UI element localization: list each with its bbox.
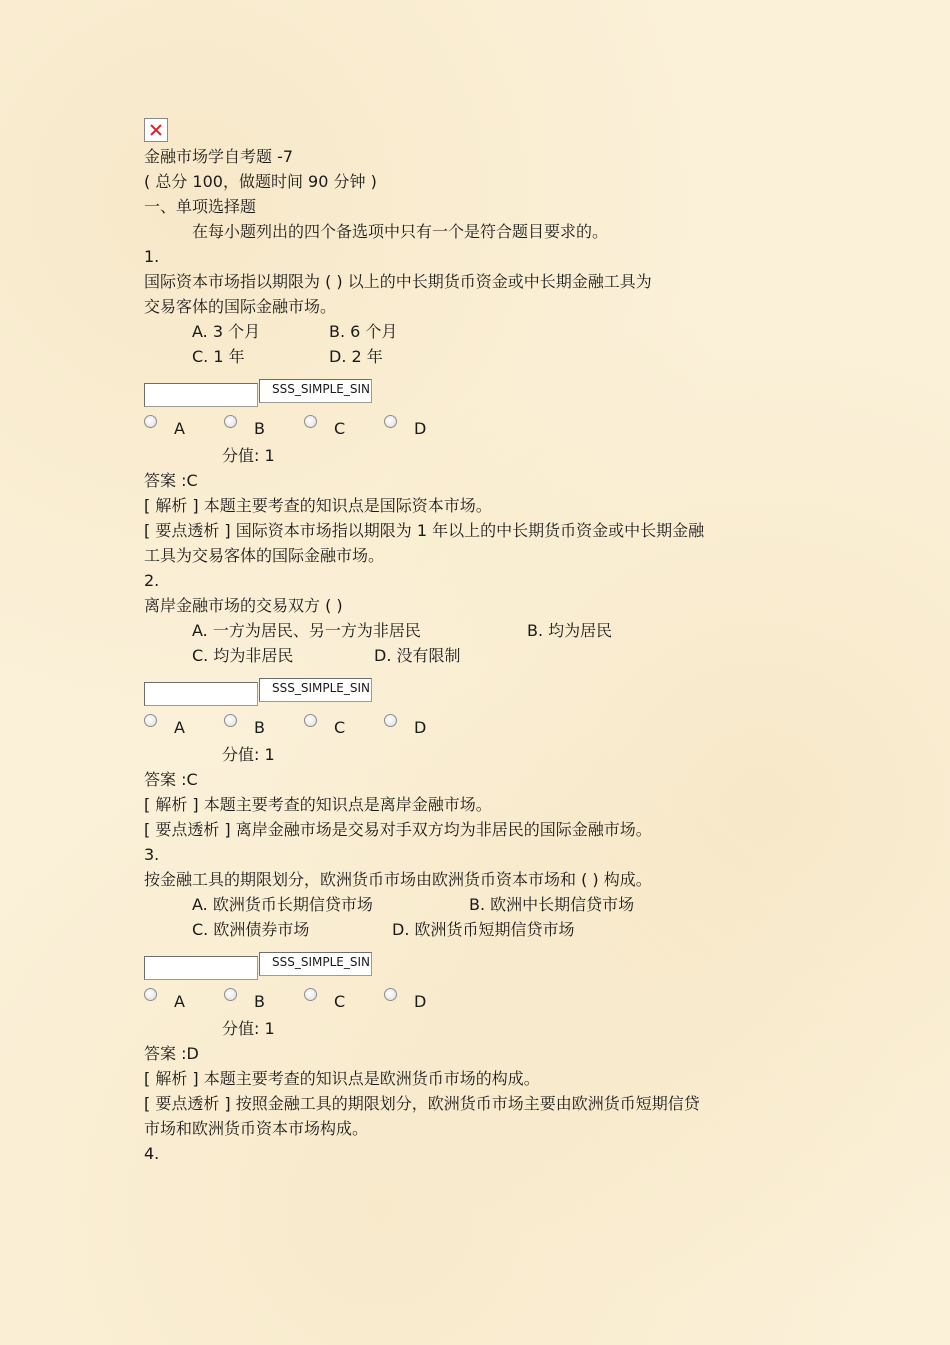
option-text: D. 欧洲货币短期信贷市场 xyxy=(392,920,575,939)
radio-button[interactable] xyxy=(144,714,157,727)
radio-label: C xyxy=(334,718,346,737)
section-instruction: 在每小题列出的四个备选项中只有一个是符合题目要求的。 xyxy=(192,222,609,241)
option-row xyxy=(144,643,804,668)
radio-button[interactable] xyxy=(384,415,397,428)
radio-button[interactable] xyxy=(224,415,237,428)
broken-image-icon xyxy=(144,118,168,142)
answer-type-select[interactable]: SSS_SIMPLE_SIN xyxy=(259,379,372,403)
option-text: A. 欧洲货币长期信贷市场 xyxy=(192,895,373,914)
answer-type-select[interactable]: SSS_SIMPLE_SIN xyxy=(259,952,372,976)
radio-button[interactable] xyxy=(384,988,397,1001)
document-page xyxy=(144,118,804,1166)
answer-radio-group xyxy=(144,988,804,1016)
answer-text: 答案 :C xyxy=(144,770,198,789)
option-text: D. 2 年 xyxy=(329,347,383,366)
answer-radio-group xyxy=(144,415,804,443)
radio-option-d[interactable] xyxy=(384,714,426,737)
radio-button[interactable] xyxy=(384,714,397,727)
question-list xyxy=(144,244,804,1166)
question-number: 2. xyxy=(144,571,160,590)
radio-button[interactable] xyxy=(224,988,237,1001)
question-stem: 交易客体的国际金融市场。 xyxy=(144,297,337,316)
radio-label: C xyxy=(334,992,346,1011)
radio-option-c[interactable] xyxy=(304,988,345,1011)
radio-label: B xyxy=(254,992,265,1011)
analysis-text: [ 解析 ] 本题主要考查的知识点是欧洲货币市场的构成。 xyxy=(144,1069,540,1088)
radio-option-b[interactable] xyxy=(224,415,265,438)
option-row xyxy=(144,319,804,344)
option-row xyxy=(144,618,804,643)
option-text: D. 没有限制 xyxy=(374,646,461,665)
radio-option-d[interactable] xyxy=(384,415,426,438)
option-text: B. 6 个月 xyxy=(329,322,398,341)
question-block xyxy=(144,1141,804,1166)
radio-label: D xyxy=(414,718,427,737)
question-number: 3. xyxy=(144,845,160,864)
keypoint-text: 市场和欧洲货币资本市场构成。 xyxy=(144,1119,369,1138)
radio-button[interactable] xyxy=(144,415,157,428)
question-number: 4. xyxy=(144,1144,160,1163)
analysis-text: [ 解析 ] 本题主要考查的知识点是国际资本市场。 xyxy=(144,496,492,515)
option-text: C. 均为非居民 xyxy=(192,646,294,665)
radio-button[interactable] xyxy=(304,415,317,428)
keypoint-text: [ 要点透析 ] 按照金融工具的期限划分，欧洲货币市场主要由欧洲货币短期信贷 xyxy=(144,1094,700,1113)
radio-option-d[interactable] xyxy=(384,988,426,1011)
question-stem: 国际资本市场指以期限为 ( ) 以上的中长期货币资金或中长期金融工具为 xyxy=(144,272,652,291)
option-row xyxy=(144,917,804,942)
question-block xyxy=(144,568,804,842)
option-row xyxy=(144,344,804,369)
analysis-text: [ 解析 ] 本题主要考查的知识点是离岸金融市场。 xyxy=(144,795,492,814)
radio-button[interactable] xyxy=(304,988,317,1001)
section-heading: 一、单项选择题 xyxy=(144,197,257,216)
answer-text: 答案 :C xyxy=(144,471,198,490)
question-number: 1. xyxy=(144,247,160,266)
answer-radio-group xyxy=(144,714,804,742)
answer-input[interactable] xyxy=(144,682,258,706)
keypoint-text: 工具为交易客体的国际金融市场。 xyxy=(144,546,385,565)
answer-input[interactable] xyxy=(144,383,258,407)
radio-option-b[interactable] xyxy=(224,714,265,737)
answer-widget xyxy=(144,952,804,988)
question-block xyxy=(144,244,804,568)
radio-label: C xyxy=(334,419,346,438)
question-score: 分值: 1 xyxy=(222,745,275,764)
option-row xyxy=(144,892,804,917)
question-score: 分值: 1 xyxy=(222,1019,275,1038)
radio-option-a[interactable] xyxy=(144,714,185,737)
radio-option-c[interactable] xyxy=(304,714,345,737)
answer-text: 答案 :D xyxy=(144,1044,199,1063)
question-score: 分值: 1 xyxy=(222,446,275,465)
radio-label: B xyxy=(254,419,265,438)
doc-title: 金融市场学自考题 -7 xyxy=(144,147,294,166)
question-stem: 离岸金融市场的交易双方 ( ) xyxy=(144,596,343,615)
doc-meta: ( 总分 100，做题时间 90 分钟 ) xyxy=(144,172,377,191)
radio-option-b[interactable] xyxy=(224,988,265,1011)
radio-option-c[interactable] xyxy=(304,415,345,438)
radio-button[interactable] xyxy=(304,714,317,727)
keypoint-text: [ 要点透析 ] 国际资本市场指以期限为 1 年以上的中长期货币资金或中长期金融 xyxy=(144,521,705,540)
option-text: B. 欧洲中长期信贷市场 xyxy=(469,895,635,914)
radio-label: A xyxy=(174,718,185,737)
radio-label: D xyxy=(414,419,427,438)
question-stem: 按金融工具的期限划分，欧洲货币市场由欧洲货币资本市场和 ( ) 构成。 xyxy=(144,870,652,889)
radio-option-a[interactable] xyxy=(144,415,185,438)
option-text: A. 一方为居民、另一方为非居民 xyxy=(192,621,421,640)
radio-label: D xyxy=(414,992,427,1011)
option-text: B. 均为居民 xyxy=(527,621,613,640)
question-block xyxy=(144,842,804,1141)
radio-label: A xyxy=(174,419,185,438)
answer-widget xyxy=(144,678,804,714)
radio-option-a[interactable] xyxy=(144,988,185,1011)
answer-type-select[interactable]: SSS_SIMPLE_SIN xyxy=(259,678,372,702)
radio-button[interactable] xyxy=(144,988,157,1001)
answer-input[interactable] xyxy=(144,956,258,980)
option-text: A. 3 个月 xyxy=(192,322,261,341)
radio-label: A xyxy=(174,992,185,1011)
radio-label: B xyxy=(254,718,265,737)
answer-widget xyxy=(144,379,804,415)
radio-button[interactable] xyxy=(224,714,237,727)
option-text: C. 1 年 xyxy=(192,347,245,366)
option-text: C. 欧洲债券市场 xyxy=(192,920,310,939)
keypoint-text: [ 要点透析 ] 离岸金融市场是交易对手双方均为非居民的国际金融市场。 xyxy=(144,820,652,839)
